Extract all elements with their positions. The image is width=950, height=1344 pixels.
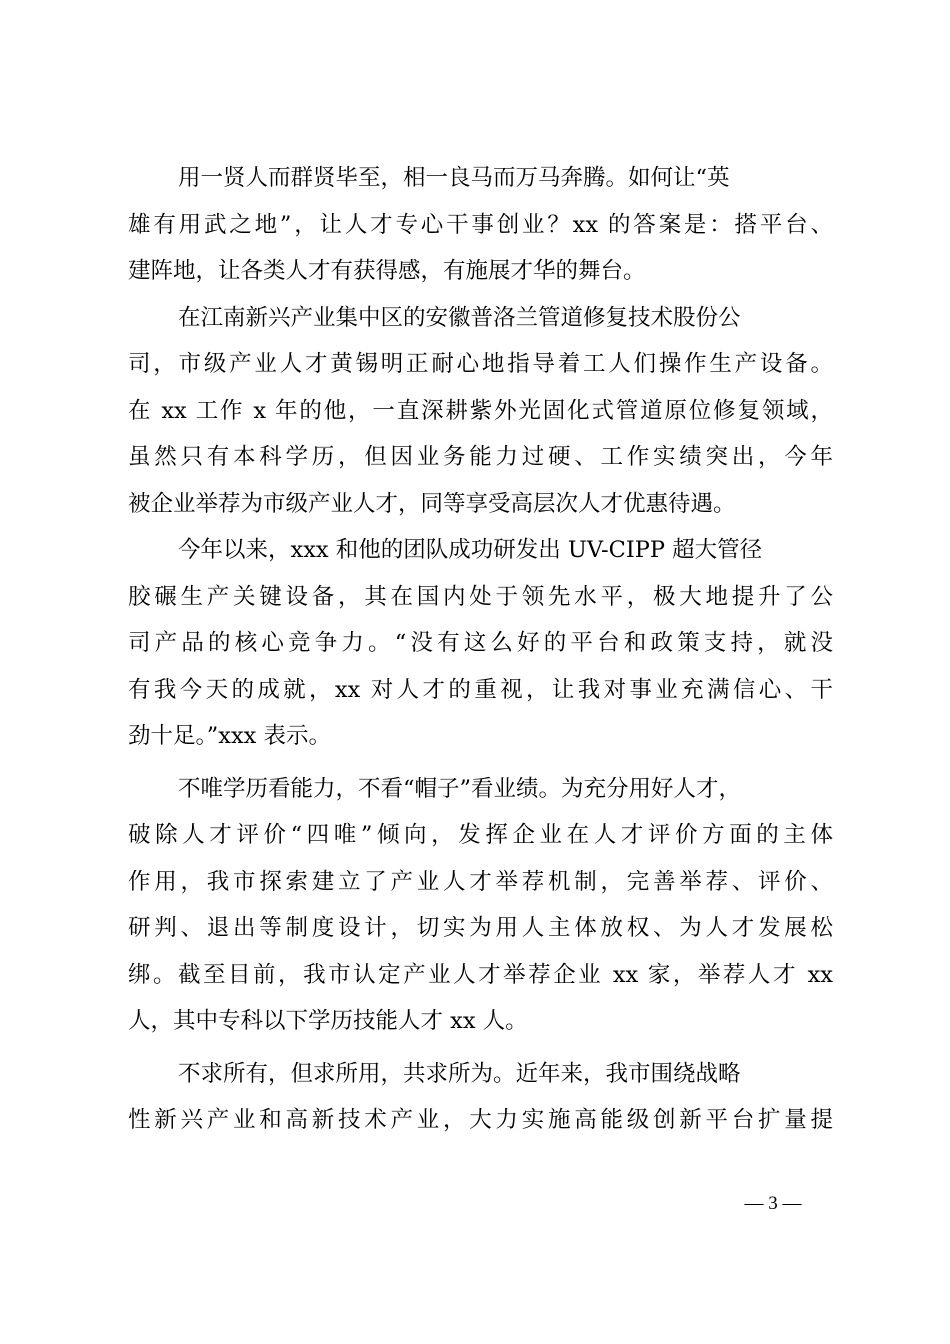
- paragraph-5-line-1: 不求所有，但求所用，共求所为。近年来，我市围绕战略: [178, 1060, 741, 1087]
- paragraph-2-line-3: 在 xx 工作 x 年的他，一直深耕紫外光固化式管道原位修复领域，: [128, 397, 833, 424]
- paragraph-4-line-1: 不唯学历看能力，不看“帽子”看业绩。为充分用好人才，: [178, 775, 742, 802]
- paragraph-2-line-5: 被企业举荐为市级产业人才，同等享受高层次人才优惠待遇。: [128, 490, 736, 517]
- paragraph-4-line-4: 研判、退出等制度设计，切实为用人主体放权、为人才发展松: [128, 915, 833, 941]
- paragraph-3-line-2: 胶碾生产关键设备，其在国内处于领先水平，极大地提升了公: [128, 583, 833, 610]
- paragraph-1-line-3: 建阵地，让各类人才有获得感，有施展才华的舞台。: [128, 258, 646, 284]
- paragraph-2-line-1: 在江南新兴产业集中区的安徽普洛兰管道修复技术股份公: [178, 304, 741, 331]
- paragraph-3-line-1: 今年以来，xxx 和他的团队成功研发出 UV-CIPP 超大管径: [178, 537, 763, 563]
- paragraph-4-line-5: 绑。截至目前，我市认定产业人才举荐企业 xx 家，举荐人才 xx: [128, 961, 833, 988]
- paragraph-3-line-3: 司产品的核心竞争力。“没有这么好的平台和政策支持，就没: [128, 630, 833, 656]
- paragraph-3-line-5: 劲十足。”xxx 表示。: [128, 723, 331, 749]
- page-number: — 3 —: [744, 1193, 802, 1214]
- paragraph-2-line-4: 虽然只有本科学历，但因业务能力过硬、工作实绩突出，今年: [128, 444, 833, 470]
- paragraph-3-line-4: 有我今天的成就，xx 对人才的重视，让我对事业充满信心、干: [128, 676, 833, 703]
- paragraph-2-line-2: 司，市级产业人才黄锡明正耐心地指导着工人们操作生产设备。: [128, 351, 833, 377]
- paragraph-1-line-2: 雄有用武之地”，让人才专心干事创业？xx 的答案是：搭平台、: [128, 211, 833, 238]
- paragraph-4-line-3: 作用，我市探索建立了产业人才举荐机制，完善举荐、评价、: [128, 868, 833, 895]
- paragraph-5-line-2: 性新兴产业和高新技术产业，大力实施高能级创新平台扩量提: [128, 1107, 833, 1133]
- paragraph-1-line-1: 用一贤人而群贤毕至，相一良马而万马奔腾。如何让“英: [178, 165, 730, 191]
- paragraph-4-line-2: 破除人才评价“四唯”倾向，发挥企业在人才评价方面的主体: [128, 822, 833, 848]
- document-body: [128, 155, 833, 1144]
- paragraph-4-line-6: 人，其中专科以下学历技能人才 xx 人。: [128, 1008, 528, 1034]
